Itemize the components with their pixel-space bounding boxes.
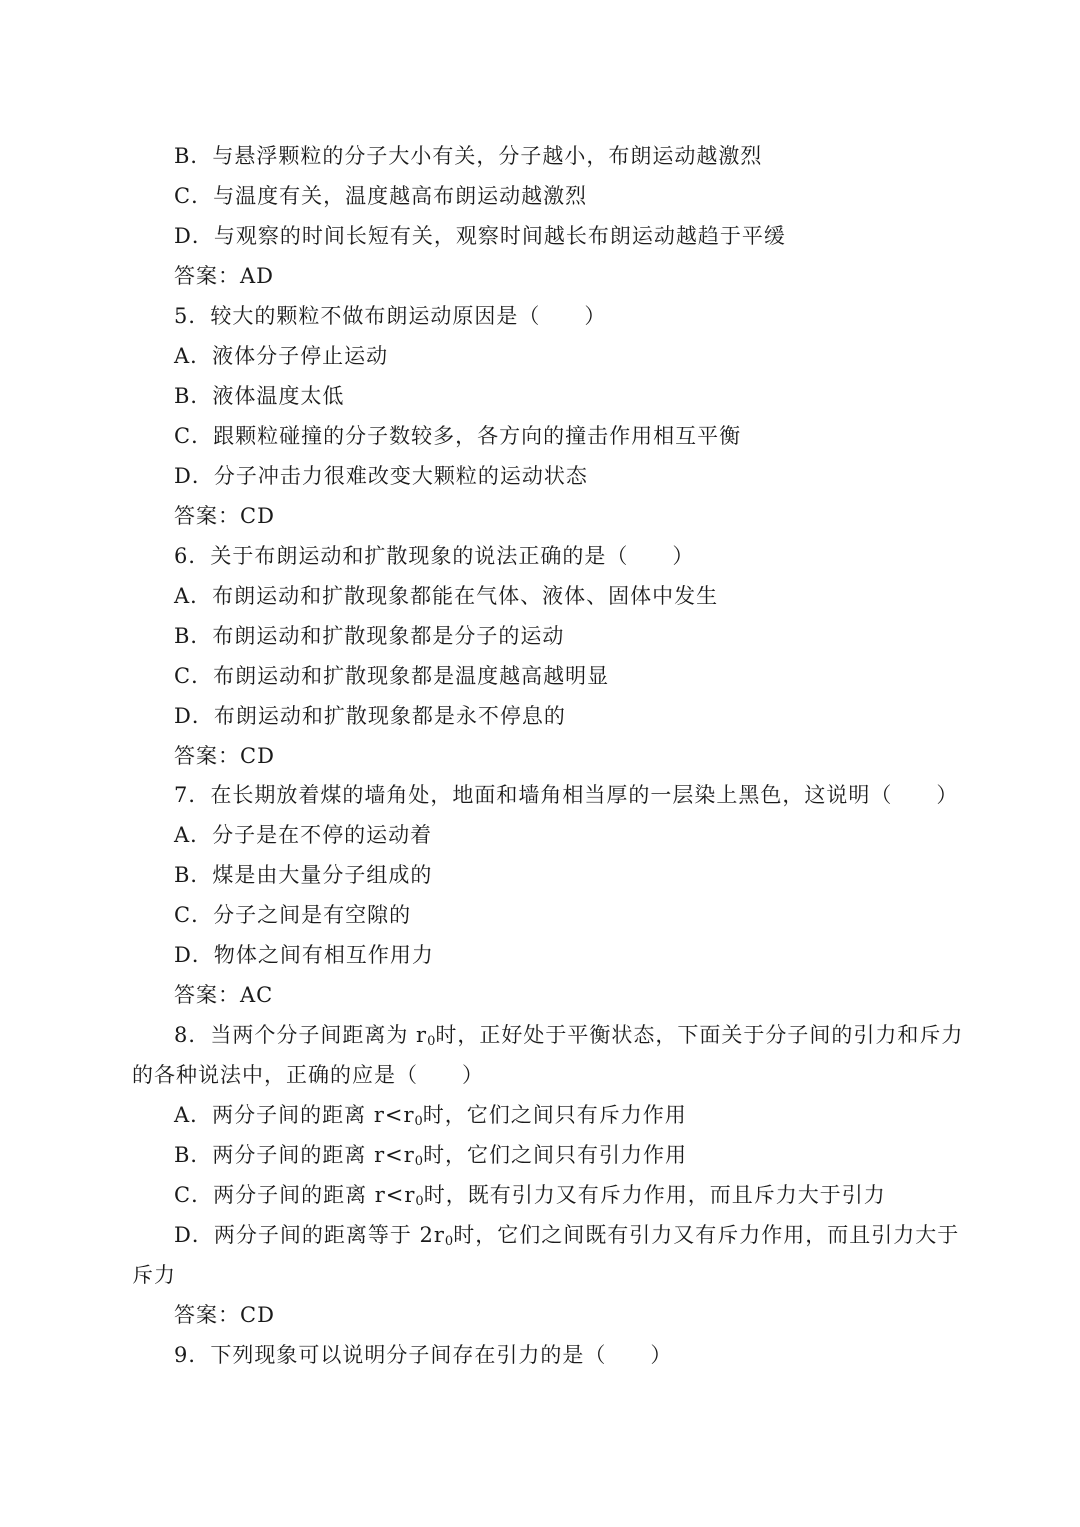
q8-stem-text-2: 时，正好处于平衡状态，下面关于分子间的引力和斥力	[435, 1023, 964, 1047]
q8-option-d-line2: 斥力	[132, 1263, 176, 1287]
q8-option-b-text-2: 时，它们之间只有引力作用	[423, 1143, 688, 1167]
q8-stem	[174, 1020, 963, 1050]
q8-option-b-text: B．两分子间的距离 r<r	[174, 1143, 415, 1167]
q8-stem-subscript: 0	[427, 1034, 436, 1049]
q7-option-c: C．分子之间是有空隙的	[174, 903, 412, 927]
q8-option-b	[174, 1140, 687, 1170]
q7-stem: 7．在长期放着煤的墙角处，地面和墙角相当厚的一层染上黑色，这说明（ ）	[174, 783, 959, 807]
q7-answer: 答案：AC	[174, 983, 274, 1007]
q7-option-d: D．物体之间有相互作用力	[174, 943, 434, 967]
q8-option-a-text-2: 时，它们之间只有斥力作用	[422, 1103, 687, 1127]
q6-option-c: C．布朗运动和扩散现象都是温度越高越明显	[174, 664, 610, 688]
q4-option-c: C．与温度有关，温度越高布朗运动越激烈	[174, 184, 588, 208]
q8-option-d-text-2: 时，它们之间既有引力又有斥力作用，而且引力大于	[453, 1223, 960, 1247]
q5-answer: 答案：CD	[174, 504, 275, 528]
q6-option-d: D．布朗运动和扩散现象都是永不停息的	[174, 704, 566, 728]
q8-option-d	[174, 1220, 959, 1250]
q6-answer: 答案：CD	[174, 744, 275, 768]
q6-stem: 6．关于布朗运动和扩散现象的说法正确的是（ ）	[174, 544, 695, 568]
q8-option-d-subscript: 0	[444, 1234, 454, 1249]
q5-option-d: D．分子冲击力很难改变大颗粒的运动状态	[174, 464, 588, 488]
q8-option-b-subscript: 0	[414, 1154, 424, 1169]
q5-option-a: A．液体分子停止运动	[174, 344, 389, 368]
q9-stem: 9．下列现象可以说明分子间存在引力的是（ ）	[174, 1343, 673, 1367]
q4-option-d: D．与观察的时间长短有关，观察时间越长布朗运动越趋于平缓	[174, 224, 786, 248]
q8-option-a-subscript: 0	[414, 1114, 423, 1129]
q7-option-a: A．分子是在不停的运动着	[174, 823, 433, 847]
q6-option-b: B．布朗运动和扩散现象都是分子的运动	[174, 624, 565, 648]
q8-answer: 答案：CD	[174, 1303, 275, 1327]
q8-option-c-text: C．两分子间的距离 r<r	[174, 1183, 416, 1207]
q8-option-c	[174, 1180, 886, 1210]
q5-option-b: B．液体温度太低	[174, 384, 345, 408]
q8-option-a-text: A．两分子间的距离 r<r	[174, 1103, 415, 1127]
q8-option-d-text: D．两分子间的距离等于 2r	[174, 1223, 445, 1247]
q7-option-b: B．煤是由大量分子组成的	[174, 863, 433, 887]
q6-option-a: A．布朗运动和扩散现象都能在气体、液体、固体中发生	[174, 584, 719, 608]
q5-option-c: C．跟颗粒碰撞的分子数较多，各方向的撞击作用相互平衡	[174, 424, 742, 448]
q8-stem-text: 8．当两个分子间距离为 r	[174, 1023, 428, 1047]
q5-stem: 5．较大的颗粒不做布朗运动原因是（ ）	[174, 304, 607, 328]
q8-option-a	[174, 1100, 687, 1130]
q8-stem-line2: 的各种说法中，正确的应是（ ）	[132, 1063, 484, 1087]
q8-option-c-subscript: 0	[415, 1194, 424, 1209]
q4-option-b: B．与悬浮颗粒的分子大小有关，分子越小，布朗运动越激烈	[174, 144, 763, 168]
q8-option-c-text-2: 时，既有引力又有斥力作用，而且斥力大于引力	[423, 1183, 886, 1207]
q4-answer: 答案：AD	[174, 264, 275, 288]
